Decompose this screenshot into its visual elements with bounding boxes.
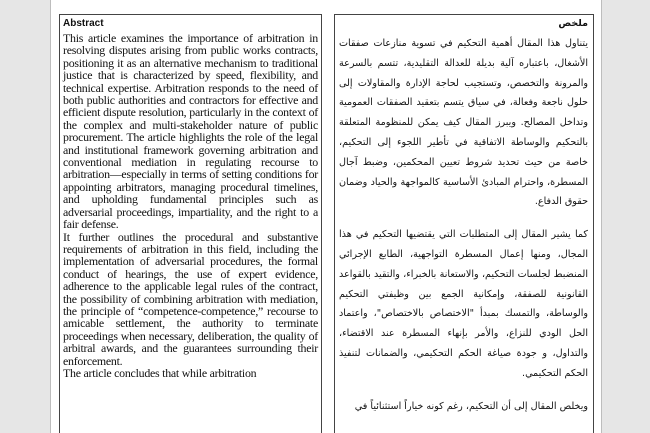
arabic-abstract-column <box>334 14 594 433</box>
arabic-abstract-heading: ملخص <box>558 18 588 29</box>
arabic-abstract-paragraph-3: ويخلص المقال إلى أن التحكيم، رغم كونه خياراً استثنائياً في <box>354 400 588 412</box>
arabic-abstract-paragraph-1: يتناول هذا المقال أهمية التحكيم في تسوية منازعات صفقات الأشغال، باعتباره آلية بديلة للعدالة التقليدية، تتسم بالسرعة والمرونة والتخصص، وتستجيب لحاجة الإدارة والمقاولات إلى حلول ناجعة وفعالة، في سياق يتسم بتعقيد الصفقات العمومية وتداخل المصالح. ويبرز المقال كيف يمكن للمنظومة المتعلقة بالتحكيم والوساطة الاتفاقية في تأطير اللجوء إلى التحكيم، خاصة من حيث تحديد شروط تعيين المحكمين، وضبط آجال المسطرة، واحترام المبادئ الأساسية كالمواجهة والحياد وضمان حقوق الدفاع. <box>339 38 588 208</box>
english-abstract-paragraph-3: The article concludes that while arbitration <box>63 365 257 380</box>
english-abstract-column <box>59 14 322 433</box>
document-page <box>50 0 602 433</box>
english-abstract-heading: Abstract <box>63 18 104 29</box>
arabic-abstract-paragraph-2: كما يشير المقال إلى المتطلبات التي يقتضيها التحكيم في هذا المجال، ومنها إعمال المسطرة التواجهية، الطابع الإجرائي المنضبط لجلسات التحكيم، والاستعانة بالخبراء، والتقيد بالقواعد القانونية للصفقة، وإمكانية الجمع بين وظيفتي التحكيم والوساطة، والتمسك بمبدأ "الاختصاص بالاختصاص"، واعتماد الحل الودي للنزاع، والأمر بإنهاء المسطرة عند الاقتضاء، والتداول، و جودة صياغة الحكم التحكيمي، والضمانات لتنفيذ الحكم التحكيمي. <box>339 229 588 379</box>
english-abstract-paragraph-1: This article examines the importance of arbitration in resolving disputes arising from public works contracts, positioning it as an alternative mechanism to traditional justice that is characterized by speed, flexibility, and technical expertise. Arbitration responds to the need of both public authorities and contractors for effective and efficient dispute resolution, particularly in the context of the complex and multi-stakeholder nature of public procurement. The article highlights the role of the legal and institutional framework governing arbitration and conventional mediation in regulating recourse to arbitration—especially in terms of setting conditions for appointing arbitrators, managing procedural timelines, and upholding fundamental principles such as adversarial proceedings, impartiality, and the right to a fair defense. <box>63 31 318 232</box>
english-abstract-paragraph-2: It further outlines the procedural and substantive requirements of arbitration in this field, including the implementation of adversarial procedures, the formal conduct of hearings, the use of expert evidence, adherence to the applicable legal rules of the contract, the possibility of combining arbitration with mediation, the principle of “competence-competence,” recourse to amicable settlement, the authority to terminate proceedings when necessary, deliberation, the quality of arbitral awards, and the guarantees surrounding their enforcement. <box>63 229 318 368</box>
